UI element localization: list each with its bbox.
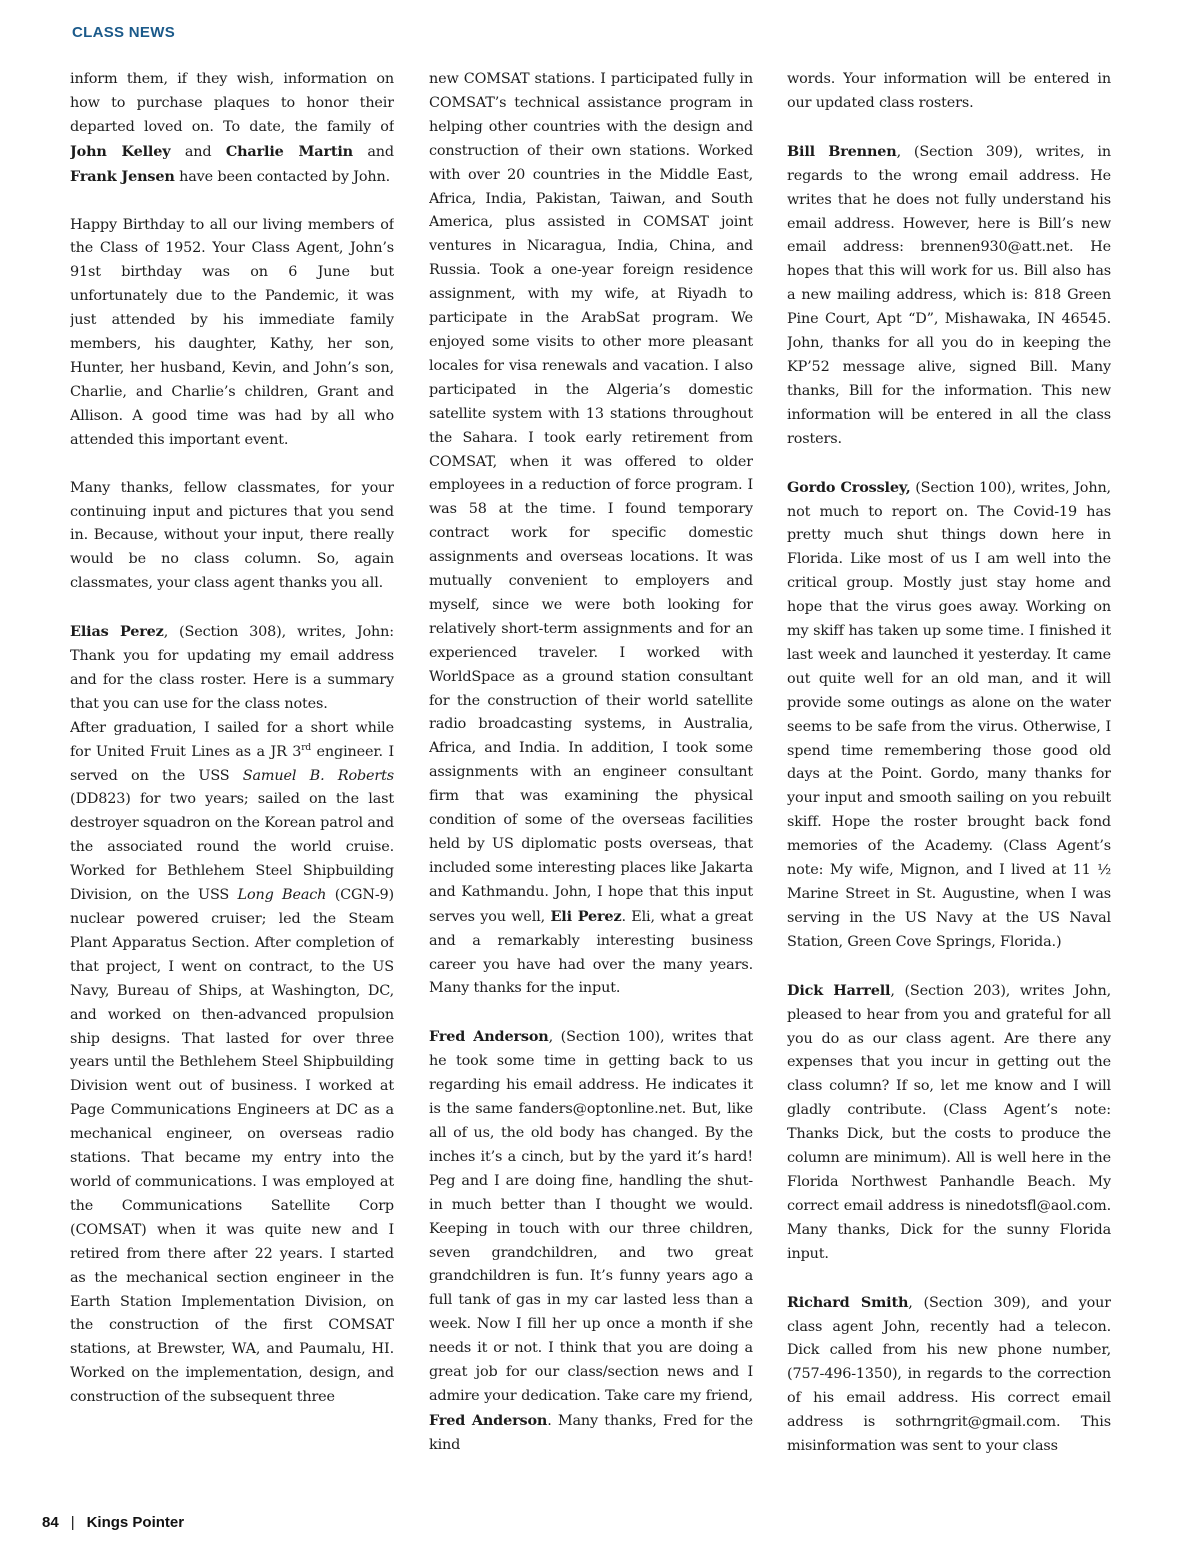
paragraph bbox=[787, 1291, 1111, 1459]
paragraph: Happy Birthday to all our living members of the Class of 1952. Your Class Agent, John’s 91st birthday was on 6 June but unfortunately due to the Pandemic, it was just attended by his immediate family members, his daughter, Kathy, her son, Hunter, her husband, Kevin, and John’s son, Charlie, and Charlie’s children, Grant and Allison. A good time was had by all who attended this important event. bbox=[70, 216, 394, 448]
classmate-name: John Kelley bbox=[70, 142, 171, 160]
column-3 bbox=[787, 68, 1111, 1488]
body-text: have been contacted by John. bbox=[174, 168, 391, 185]
publication-name: Kings Pointer bbox=[86, 1514, 185, 1531]
body-text: (CGN-9) nuclear powered cruiser; led the Steam Plant Apparatus Section. After completion of that project, I went on contract, to the US Navy, Bureau of Ships, at Washington, DC, and worked on then-advanced propulsion ship designs. That lasted for over three years until the Bethlehem Steel Shipbuilding Division went out of business. I worked at Page Communications Engineers at DC as a mechanical engineer, on overseas radio stations. That became my entry into the world of communications. I was employed at the Communications Satellite Corp (COMSAT) when it was quite new and I retired from there after 22 years. I started as the mechanical section engineer in the Earth Station Implementation Division, on the construction of the first COMSAT stations, at Brewster, WA, and Paumalu, HI. Worked on the implementation, design, and construction of the subsequent three bbox=[70, 887, 394, 1406]
classmate-name: Gordo Crossley, bbox=[787, 478, 911, 496]
page-footer bbox=[42, 1514, 184, 1531]
body-text: inform them, if they wish, information on how to purchase plaques to honor their departed loved on. To date, the family of bbox=[70, 71, 394, 135]
body-text: and bbox=[353, 143, 394, 160]
paragraph bbox=[70, 68, 394, 190]
body-text: (Section 100), writes, John, not much to report on. The Covid-19 has pretty much shut things down here in Florida. Like most of us I am well into the critical group. Mostly just stay home and hope that the virus goes away. Working on my skiff has taken up some time. I finished it last week and launched it yesterday. It came out quite well for an old man, and it will provide some outings as alone on the water seems to be safe from the virus. Otherwise, I spend time remembering those good old days at the Point. Gordo, many thanks for your input and smooth sailing on you rebuilt skiff. Hope the roster brought back fond memories of the Academy. (Class Agent’s note: My wife, Mignon, and I lived at 11 ½ Marine Street in St. Augustine, when I was serving in the US Navy at the US Naval Station, Green Cove Springs, Florida.) bbox=[787, 479, 1111, 950]
paragraph bbox=[787, 140, 1111, 452]
body-text: engineer. I served on the USS bbox=[70, 743, 394, 784]
ship-name: Samuel B. Roberts bbox=[242, 767, 394, 784]
body-text: . Eli, what a great and a remarkably interesting business career you have had over the many years. Many thanks for the input. bbox=[429, 908, 753, 997]
paragraph bbox=[787, 476, 1111, 955]
classmate-name: Dick Harrell bbox=[787, 981, 891, 999]
ordinal-suffix: rd bbox=[301, 742, 312, 753]
body-text: After graduation, I sailed for a short while for United Fruit Lines as a JR 3 bbox=[70, 719, 394, 760]
paragraph bbox=[787, 979, 1111, 1267]
body-text: , (Section 308), writes, John: Thank you for updating my email address and for the class roster. Here is a summary that you can use for the class notes. bbox=[70, 624, 394, 712]
ship-name: Long Beach bbox=[237, 887, 327, 904]
paragraph: Many thanks, fellow classmates, for your continuing input and pictures that you send in. Because, without your input, there really would be no class column. So, again classmates, your class agent thanks you all. bbox=[70, 479, 394, 592]
classmate-name: Fred Anderson bbox=[429, 1028, 549, 1046]
body-text: , (Section 309), and your class agent John, recently had a telecon. Dick called from his new phone number, (757-496-1350), in regards to the correction of his email address. His correct email address is sothrngrit@gmail.com. This misinformation was sent to your class bbox=[787, 1294, 1111, 1455]
body-text: , (Section 309), writes, in regards to the wrong email address. He writes that he does not fully understand his email address. However, here is Bill’s new email address: brennen930@att.net. He hopes that this will work for us. Bill also has a new mailing address, which is: 818 Green Pine Court, Apt “D”, Mishawaka, IN 46545. John, thanks for all you do in keeping the KP’52 message alive, signed Bill. Many thanks, Bill for the information. This new information will be entered in all the class rosters. bbox=[787, 143, 1111, 447]
classmate-name: Charlie Martin bbox=[225, 142, 353, 160]
body-text: . Many thanks, Fred for the kind bbox=[429, 1412, 753, 1453]
classmate-name: Fred Anderson bbox=[429, 1411, 548, 1429]
classmate-name: Bill Brennen bbox=[787, 142, 897, 160]
body-text: and bbox=[170, 143, 226, 160]
paragraph bbox=[70, 620, 394, 717]
classmate-name: Richard Smith bbox=[787, 1293, 909, 1311]
classmate-name: Elias Perez bbox=[70, 623, 164, 641]
paragraph: words. Your information will be entered in our updated class rosters. bbox=[787, 71, 1111, 111]
classmate-name: Frank Jensen bbox=[70, 167, 175, 185]
body-text: , (Section 203), writes John, pleased to hear from you and grateful for all you do as our class agent. Are there any expenses that you incur in getting out the class column? If so, let me know and I will gladly contribute. (Class Agent’s note: Thanks Dick, but the costs to produce the column are minimum). All is well here in the Florida Northwest Panhandle Beach. My correct email address is ninedotsfl@aol.com. Many thanks, Dick for the sunny Florida input. bbox=[787, 982, 1111, 1262]
column-2 bbox=[429, 68, 753, 1488]
article-body bbox=[70, 68, 1110, 1488]
paragraph bbox=[429, 1025, 753, 1457]
body-text: new COMSAT stations. I participated fully in COMSAT’s technical assistance program in helping other countries with the design and construction of their own stations. Worked with over 20 countries in the Middle East, Africa, India, Pakistan, Taiwan, and South America, plus assisted in COMSAT joint ventures in Nicaragua, India, China, and Russia. Took a one-year foreign residence assignment, with my wife, at Riyadh to participate in the ArabSat program. We enjoyed some visits to other more pleasant locales for visa renewals and vacation. I also participated in the Algeria’s domestic satellite system with 13 stations throughout the Sahara. I took early retirement from COMSAT, when it was offered to older employees in a reduction of force program. I was 58 at the time. I found temporary contract work for specific domestic assignments and overseas locations. It was mutually convenient to employers and myself, since we were both looking for relatively short-term assignments and for an experienced traveler. I worked with WorldSpace as a ground station consultant for the construction of their world satellite radio broadcasting systems, in Australia, Africa, and India. In addition, I took some assignments with an engineer consultant firm that was examining the physical condition of some of the overseas facilities held by US diplomatic posts overseas, that included some interesting places like Jakarta and Kathmandu. John, I hope that this input serves you well, bbox=[429, 71, 753, 925]
body-text: (DD823) for two years; sailed on the last destroyer squadron on the Korean patrol and the associated round the world cruise. Worked for Bethlehem Steel Shipbuilding Division, on the USS bbox=[70, 791, 394, 904]
paragraph bbox=[70, 717, 394, 1410]
column-1 bbox=[70, 68, 394, 1488]
page-number: 84 bbox=[42, 1514, 59, 1531]
paragraph bbox=[429, 68, 753, 1001]
body-text: , (Section 100), writes that he took some time in getting back to us regarding his email address. He indicates it is the same fanders@optonline.net. But, like all of us, the old body has changed. By the inches it’s a cinch, but by the yard it’s hard! Peg and I are doing fine, handling the shut-in much better than I thought we would. Keeping in touch with our three children, seven grandchildren, and two great grandchildren is fun. It’s funny years ago a full tank of gas in my car lasted less than a week. Now I fill her up once a month if she needs it or not. I think that you are doing a great job for our class/section news and I admire your dedication. Take care my friend, bbox=[429, 1029, 753, 1404]
section-label: CLASS NEWS bbox=[72, 24, 176, 41]
classmate-name: Eli Perez bbox=[550, 907, 622, 925]
footer-separator: | bbox=[70, 1514, 75, 1531]
